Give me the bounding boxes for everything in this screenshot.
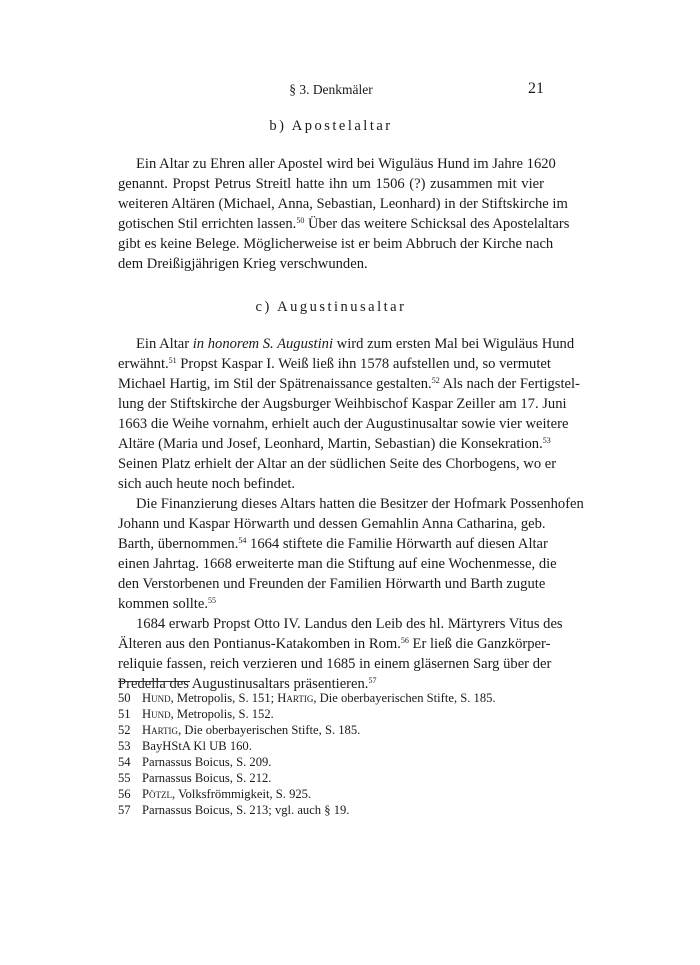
footnote-item bbox=[118, 802, 544, 818]
text-line bbox=[118, 414, 569, 434]
footnote-number: 52 bbox=[118, 723, 131, 737]
text-line bbox=[118, 634, 551, 654]
text-segment: einen Jahrtag. 1668 erweiterte man die Stiftung auf eine Wochenmesse, die bbox=[118, 556, 557, 572]
text-line bbox=[118, 534, 548, 554]
text-segment: 1664 stiftete die Familie Hörwarth auf diesen Altar bbox=[246, 536, 548, 552]
footnote-text: BayHStA Kl UB 160. bbox=[142, 739, 252, 753]
footnote-ref: 50 bbox=[296, 216, 305, 225]
footnote-ref: 52 bbox=[431, 376, 440, 385]
footnote-text: , Die oberbayerischen Stifte, S. 185. bbox=[178, 723, 361, 737]
text-segment: Predella des Augustinusaltars präsentieren. bbox=[118, 676, 369, 692]
footnote-ref: 51 bbox=[168, 356, 177, 365]
text-line bbox=[118, 554, 557, 574]
page-header bbox=[118, 80, 544, 100]
text-segment: Über das weitere Schicksal des Apostelaltars bbox=[304, 216, 570, 232]
text-segment: Seinen Platz erhielt der Altar an der südlichen Seite des Chorbogens, wo er bbox=[118, 456, 557, 472]
text-line bbox=[118, 654, 552, 674]
section-title-apostelaltar: b) Apostelaltar bbox=[269, 118, 393, 134]
footnote-item bbox=[118, 770, 544, 786]
text-line bbox=[118, 334, 575, 354]
paragraph-apostelaltar bbox=[118, 154, 570, 274]
text-segment: erwähnt. bbox=[118, 356, 169, 372]
paragraph-augustinusaltar-2 bbox=[118, 494, 584, 614]
footnote-text: , Die oberbayerischen Stifte, S. 185. bbox=[313, 691, 496, 705]
footnote-number: 50 bbox=[118, 691, 131, 705]
footnote-ref: 57 bbox=[368, 676, 377, 685]
text-line bbox=[118, 474, 544, 494]
footnote-text: Parnassus Boicus, S. 209. bbox=[142, 755, 272, 769]
text-segment: reliquie fassen, reich verzieren und 1685 in einem gläsernen Sarg über der bbox=[118, 656, 552, 672]
text-segment: 1684 erwarb Propst Otto IV. Landus den Leib des hl. Märtyrers Vitus des bbox=[136, 616, 563, 632]
text-segment: in honorem S. Augustini bbox=[192, 336, 334, 352]
text-line bbox=[118, 514, 544, 534]
text-segment: genannt. Propst Petrus Streitl hatte ihn um 1506 (?) zusammen mit vier bbox=[118, 176, 544, 192]
footnote-ref: 55 bbox=[208, 596, 216, 605]
text-line bbox=[118, 434, 551, 454]
paragraph-augustinusaltar-3 bbox=[118, 614, 563, 694]
footnote-ref: 54 bbox=[238, 536, 247, 545]
footnote-number: 54 bbox=[118, 755, 131, 769]
footnote-text: Parnassus Boicus, S. 212. bbox=[142, 771, 272, 785]
text-line bbox=[118, 454, 557, 474]
text-segment: Altäre (Maria und Josef, Leonhard, Martin, Sebastian) die Konsekration. bbox=[118, 436, 543, 452]
text-segment: Älteren aus den Pontianus-Katakomben in Rom. bbox=[118, 636, 401, 652]
text-segment: Die Finanzierung dieses Altars hatten die Besitzer der Hofmark Possenhofen bbox=[136, 496, 584, 512]
paragraph-augustinusaltar-1 bbox=[118, 334, 580, 494]
text-line bbox=[118, 594, 544, 614]
text-line bbox=[118, 214, 570, 234]
footnote-number: 51 bbox=[118, 707, 131, 721]
text-segment: kommen sollte. bbox=[118, 596, 208, 612]
text-line bbox=[118, 354, 551, 374]
text-segment: gibt es keine Belege. Möglicherweise ist er beim Abbruch der Kirche nach bbox=[118, 236, 554, 252]
footnote-item bbox=[118, 754, 544, 770]
footnote-item bbox=[118, 690, 544, 706]
text-segment: weiteren Altären (Michael, Anna, Sebastian, Leonhard) in der Stiftskirche im bbox=[118, 196, 568, 212]
text-segment: Michael Hartig, im Stil der Spätrenaissance gestalten. bbox=[118, 376, 432, 392]
footnote-author: Hund bbox=[142, 691, 171, 705]
footnote-item bbox=[118, 786, 544, 802]
text-segment: Johann und Kaspar Hörwarth und dessen Gemahlin Anna Catharina, geb. bbox=[118, 516, 546, 532]
text-line bbox=[118, 394, 567, 414]
footnote-number: 56 bbox=[118, 787, 131, 801]
footnote-number: 53 bbox=[118, 739, 131, 753]
footnote-text: , Metropolis, S. 151; bbox=[170, 691, 278, 705]
footnote-text: , Metropolis, S. 152. bbox=[170, 707, 274, 721]
footnote-number: 55 bbox=[118, 771, 131, 785]
footnote-author: Hartig bbox=[277, 691, 314, 705]
text-line bbox=[118, 614, 563, 634]
text-segment: den Verstorbenen und Freunden der Familien Hörwarth und Barth zugute bbox=[118, 576, 546, 592]
text-line bbox=[118, 374, 580, 394]
text-segment: sich auch heute noch befindet. bbox=[118, 476, 296, 492]
page-number: 21 bbox=[528, 80, 544, 97]
footnote-author: Pötzl bbox=[142, 787, 172, 801]
footnote-author: Hartig bbox=[142, 723, 179, 737]
footnotes bbox=[118, 690, 544, 818]
text-segment: Propst Kaspar I. Weiß ließ ihn 1578 aufstellen und, so vermutet bbox=[176, 356, 551, 372]
text-line bbox=[118, 154, 556, 174]
text-segment: Ein Altar bbox=[136, 336, 193, 352]
text-line bbox=[118, 494, 584, 514]
text-segment: Barth, übernommen. bbox=[118, 536, 239, 552]
footnote-ref: 53 bbox=[542, 436, 551, 445]
text-segment: wird zum ersten Mal bei Wiguläus Hund bbox=[333, 336, 575, 352]
text-segment: Er ließ die Ganzkörper- bbox=[408, 636, 551, 652]
text-segment: Ein Altar zu Ehren aller Apostel wird bei Wiguläus Hund im Jahre 1620 bbox=[136, 156, 556, 172]
text-line bbox=[118, 574, 544, 594]
footnote-ref: 56 bbox=[400, 636, 409, 645]
footnote-text: Parnassus Boicus, S. 213; vgl. auch § 19. bbox=[142, 803, 350, 817]
text-segment: dem Dreißigjährigen Krieg verschwunden. bbox=[118, 256, 368, 272]
text-segment: 1663 die Weihe vornahm, erhielt auch der Augustinusaltar sowie vier weitere bbox=[118, 416, 569, 432]
text-line bbox=[118, 174, 544, 194]
footnote-item bbox=[118, 722, 544, 738]
text-segment: gotischen Stil errichten lassen. bbox=[118, 216, 297, 232]
footnote-rule bbox=[118, 681, 190, 682]
text-segment: Als nach der Fertigstel- bbox=[439, 376, 580, 392]
footnote-item bbox=[118, 738, 544, 754]
footnote-item bbox=[118, 706, 544, 722]
text-line bbox=[118, 254, 544, 274]
text-line bbox=[118, 234, 554, 254]
footnote-text: , Volksfrömmigkeit, S. 925. bbox=[172, 787, 312, 801]
section-title-augustinusaltar: c) Augustinusaltar bbox=[255, 299, 407, 315]
footnote-number: 57 bbox=[118, 803, 131, 817]
footnote-author: Hund bbox=[142, 707, 171, 721]
running-head: § 3. Denkmäler bbox=[289, 82, 373, 97]
text-segment: lung der Stiftskirche der Augsburger Weihbischof Kaspar Zeiller am 17. Juni bbox=[118, 396, 567, 412]
text-line bbox=[118, 194, 568, 214]
